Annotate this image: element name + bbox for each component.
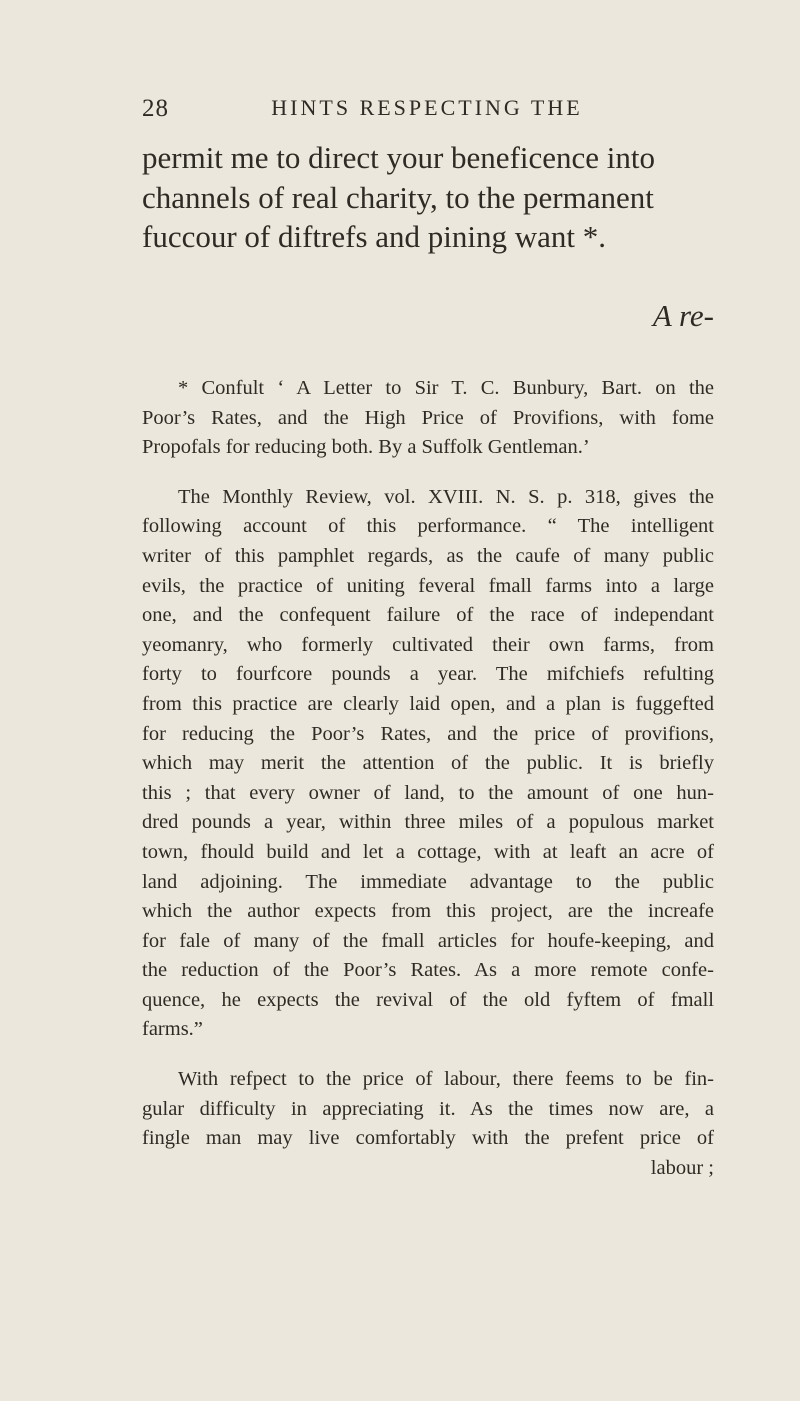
review-line: town, fhould build and let a cottage, with at leaft an acre of — [142, 840, 714, 863]
main-text-line: permit me to direct your beneficence into — [142, 140, 656, 175]
review-line: this ; that every owner of land, to the amount of one hun- — [142, 781, 714, 804]
review-line: for fale of many of the fmall articles for houfe-keeping, and — [142, 929, 714, 952]
review-line: quence, he expects the revival of the old fyftem of fmall — [142, 988, 714, 1011]
review-line: one, and the confequent failure of the race of independant — [142, 604, 714, 627]
footnote-line: * Confult ‘ A Letter to Sir T. C. Bunbury, Bart. on the — [178, 377, 714, 399]
closing-line: With refpect to the price of labour, there feems to be fin- — [178, 1068, 714, 1091]
review-line: dred pounds a year, within three miles of a populous market — [142, 811, 714, 834]
review-line: from this practice are clearly laid open, and a plan is fuggefted — [142, 692, 714, 715]
closing-line: fingle man may live comfortably with the prefent price of — [142, 1127, 714, 1150]
review-paragraph — [142, 483, 714, 1045]
footnote-line: Poor’s Rates, and the High Price of Provifions, with fome — [142, 406, 714, 429]
main-text-line: channels of real charity, to the permanent — [142, 179, 654, 215]
review-line: the reduction of the Poor’s Rates. As a more remote confe- — [142, 959, 714, 982]
review-line: farms.” — [142, 1018, 203, 1041]
review-line: The Monthly Review, vol. XVIII. N. S. p. 318, gives the — [178, 485, 714, 508]
footnote-line: Propofals for reducing both. By a Suffolk Gentleman.’ — [142, 436, 590, 459]
catchword: A re- — [652, 298, 714, 333]
review-line: which the author expects from this project, are the increafe — [142, 900, 714, 923]
review-line: land adjoining. The immediate advantage to the public — [142, 870, 714, 893]
review-line: following account of this performance. “ The intelligent — [142, 515, 714, 538]
main-text — [142, 138, 714, 257]
main-text-line: fuccour of diftrefs and pining want *. — [142, 219, 607, 254]
footnote — [142, 374, 714, 463]
review-line: writer of this pamphlet regards, as the caufe of many public — [142, 544, 714, 567]
running-head-title: HINTS RESPECTING THE — [271, 95, 583, 120]
review-line: yeomanry, who formerly cultivated their own farms, from — [142, 633, 714, 656]
review-line: evils, the practice of uniting feveral fmall farms into a large — [142, 574, 714, 597]
review-line: which may merit the attention of the public. It is briefly — [142, 752, 714, 775]
review-line: for reducing the Poor’s Rates, and the price of provifions, — [142, 722, 714, 745]
closing-line: gular difficulty in appreciating it. As the times now are, a — [142, 1097, 714, 1120]
footnotes — [142, 374, 714, 1183]
closing-catchword: labour ; — [650, 1156, 714, 1179]
review-line: forty to fourfcore pounds a year. The mifchiefs refulting — [142, 663, 714, 686]
closing-paragraph — [142, 1065, 714, 1183]
running-head — [142, 95, 712, 125]
page-number: 28 — [142, 95, 169, 122]
